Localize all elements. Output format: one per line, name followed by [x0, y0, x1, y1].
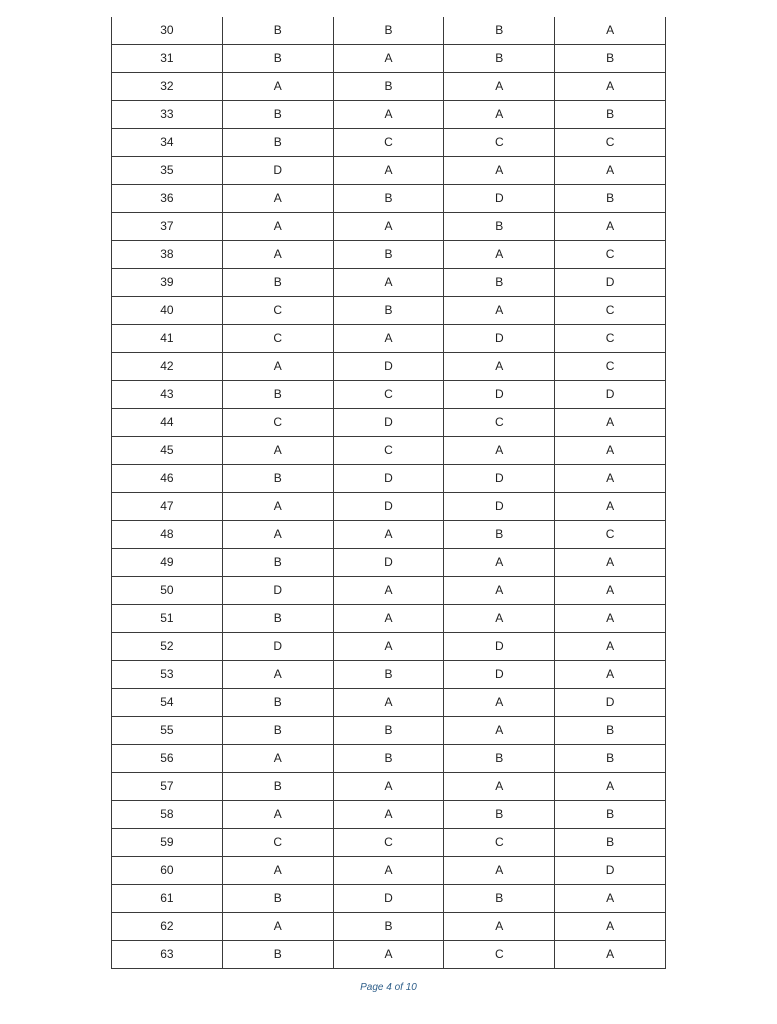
answer-cell-col-2: B — [333, 297, 444, 325]
table-row — [112, 241, 666, 269]
answer-cell-col-2: A — [333, 325, 444, 353]
answer-cell-col-1: A — [222, 437, 333, 465]
answer-cell-col-2: A — [333, 773, 444, 801]
answer-cell-col-4: A — [555, 577, 666, 605]
table-row — [112, 521, 666, 549]
question-number-cell: 55 — [112, 717, 223, 745]
answer-cell-col-4: D — [555, 269, 666, 297]
table-row — [112, 661, 666, 689]
answer-cell-col-4: A — [555, 773, 666, 801]
answer-cell-col-4: A — [555, 17, 666, 45]
answer-cell-col-1: D — [222, 577, 333, 605]
answer-cell-col-3: D — [444, 381, 555, 409]
answer-cell-col-4: A — [555, 437, 666, 465]
question-number-cell: 58 — [112, 801, 223, 829]
answer-cell-col-2: A — [333, 857, 444, 885]
table-row — [112, 465, 666, 493]
answer-cell-col-3: B — [444, 885, 555, 913]
answer-cell-col-3: D — [444, 661, 555, 689]
table-row — [112, 437, 666, 465]
question-number-cell: 47 — [112, 493, 223, 521]
answer-cell-col-1: A — [222, 913, 333, 941]
answer-cell-col-1: B — [222, 605, 333, 633]
answer-cell-col-2: B — [333, 73, 444, 101]
table-row — [112, 717, 666, 745]
answer-cell-col-3: D — [444, 493, 555, 521]
answer-cell-col-1: B — [222, 17, 333, 45]
answer-cell-col-4: B — [555, 101, 666, 129]
answer-cell-col-4: A — [555, 549, 666, 577]
answer-cell-col-3: A — [444, 717, 555, 745]
table-row — [112, 941, 666, 969]
question-number-cell: 42 — [112, 353, 223, 381]
answer-cell-col-2: A — [333, 45, 444, 73]
question-number-cell: 60 — [112, 857, 223, 885]
answer-cell-col-3: C — [444, 409, 555, 437]
answer-cell-col-2: A — [333, 157, 444, 185]
table-row — [112, 101, 666, 129]
answer-cell-col-3: A — [444, 353, 555, 381]
answer-cell-col-1: B — [222, 465, 333, 493]
table-row — [112, 17, 666, 45]
answer-cell-col-4: A — [555, 941, 666, 969]
table-row — [112, 157, 666, 185]
answer-cell-col-3: A — [444, 437, 555, 465]
answer-cell-col-2: B — [333, 717, 444, 745]
answer-cell-col-2: B — [333, 913, 444, 941]
answer-cell-col-2: D — [333, 353, 444, 381]
answer-cell-col-2: A — [333, 605, 444, 633]
answer-cell-col-1: B — [222, 717, 333, 745]
answer-cell-col-3: A — [444, 297, 555, 325]
answer-cell-col-3: B — [444, 17, 555, 45]
table-row — [112, 549, 666, 577]
table-row — [112, 353, 666, 381]
answer-cell-col-3: D — [444, 325, 555, 353]
answer-cell-col-3: D — [444, 465, 555, 493]
table-row — [112, 745, 666, 773]
answer-cell-col-2: B — [333, 185, 444, 213]
table-row — [112, 45, 666, 73]
answer-cell-col-1: C — [222, 409, 333, 437]
answer-cell-col-2: A — [333, 101, 444, 129]
answer-cell-col-3: A — [444, 605, 555, 633]
question-number-cell: 46 — [112, 465, 223, 493]
answer-cell-col-4: C — [555, 241, 666, 269]
answer-cell-col-2: C — [333, 829, 444, 857]
answer-cell-col-4: A — [555, 73, 666, 101]
answer-key-table — [111, 17, 666, 969]
answer-cell-col-1: C — [222, 325, 333, 353]
answer-cell-col-2: B — [333, 661, 444, 689]
answer-cell-col-4: A — [555, 633, 666, 661]
question-number-cell: 54 — [112, 689, 223, 717]
answer-cell-col-1: B — [222, 129, 333, 157]
answer-cell-col-4: B — [555, 185, 666, 213]
question-number-cell: 40 — [112, 297, 223, 325]
answer-cell-col-1: D — [222, 633, 333, 661]
answer-cell-col-4: A — [555, 885, 666, 913]
question-number-cell: 59 — [112, 829, 223, 857]
answer-cell-col-2: B — [333, 241, 444, 269]
answer-cell-col-1: A — [222, 241, 333, 269]
answer-cell-col-2: D — [333, 493, 444, 521]
answer-cell-col-4: B — [555, 829, 666, 857]
answer-cell-col-3: A — [444, 577, 555, 605]
answer-cell-col-4: A — [555, 465, 666, 493]
answer-cell-col-3: A — [444, 101, 555, 129]
answer-cell-col-3: A — [444, 241, 555, 269]
answer-cell-col-3: A — [444, 157, 555, 185]
answer-cell-col-1: B — [222, 885, 333, 913]
answer-cell-col-1: A — [222, 493, 333, 521]
answer-cell-col-3: B — [444, 45, 555, 73]
answer-cell-col-1: B — [222, 941, 333, 969]
answer-cell-col-2: D — [333, 885, 444, 913]
table-row — [112, 325, 666, 353]
question-number-cell: 50 — [112, 577, 223, 605]
question-number-cell: 56 — [112, 745, 223, 773]
answer-cell-col-1: A — [222, 353, 333, 381]
table-row — [112, 129, 666, 157]
answer-cell-col-1: A — [222, 185, 333, 213]
answer-cell-col-3: A — [444, 913, 555, 941]
question-number-cell: 48 — [112, 521, 223, 549]
question-number-cell: 34 — [112, 129, 223, 157]
answer-cell-col-3: B — [444, 521, 555, 549]
answer-cell-col-1: A — [222, 661, 333, 689]
answer-cell-col-1: A — [222, 521, 333, 549]
answer-cell-col-2: B — [333, 745, 444, 773]
answer-cell-col-1: A — [222, 857, 333, 885]
question-number-cell: 44 — [112, 409, 223, 437]
answer-cell-col-1: A — [222, 73, 333, 101]
answer-cell-col-3: A — [444, 857, 555, 885]
answer-cell-col-3: B — [444, 213, 555, 241]
answer-cell-col-1: B — [222, 773, 333, 801]
answer-cell-col-4: B — [555, 745, 666, 773]
question-number-cell: 52 — [112, 633, 223, 661]
table-row — [112, 913, 666, 941]
table-row — [112, 493, 666, 521]
question-number-cell: 61 — [112, 885, 223, 913]
answer-cell-col-3: D — [444, 185, 555, 213]
question-number-cell: 39 — [112, 269, 223, 297]
answer-cell-col-4: B — [555, 717, 666, 745]
answer-cell-col-4: D — [555, 689, 666, 717]
answer-cell-col-1: B — [222, 549, 333, 577]
question-number-cell: 53 — [112, 661, 223, 689]
answer-cell-col-1: C — [222, 829, 333, 857]
answer-cell-col-1: C — [222, 297, 333, 325]
table-row — [112, 185, 666, 213]
table-row — [112, 381, 666, 409]
answer-cell-col-3: B — [444, 745, 555, 773]
answer-cell-col-2: D — [333, 465, 444, 493]
table-row — [112, 801, 666, 829]
question-number-cell: 32 — [112, 73, 223, 101]
question-number-cell: 37 — [112, 213, 223, 241]
answer-cell-col-2: B — [333, 17, 444, 45]
table-row — [112, 773, 666, 801]
question-number-cell: 45 — [112, 437, 223, 465]
answer-cell-col-4: A — [555, 913, 666, 941]
question-number-cell: 35 — [112, 157, 223, 185]
answer-cell-col-4: C — [555, 325, 666, 353]
answer-key-table-body — [112, 17, 666, 969]
table-row — [112, 577, 666, 605]
table-row — [112, 829, 666, 857]
question-number-cell: 31 — [112, 45, 223, 73]
answer-cell-col-3: C — [444, 941, 555, 969]
answer-cell-col-2: A — [333, 269, 444, 297]
question-number-cell: 63 — [112, 941, 223, 969]
question-number-cell: 51 — [112, 605, 223, 633]
answer-cell-col-4: A — [555, 605, 666, 633]
question-number-cell: 43 — [112, 381, 223, 409]
answer-cell-col-1: B — [222, 381, 333, 409]
table-row — [112, 409, 666, 437]
answer-cell-col-1: B — [222, 101, 333, 129]
answer-cell-col-4: A — [555, 213, 666, 241]
answer-cell-col-3: B — [444, 801, 555, 829]
answer-cell-col-2: D — [333, 409, 444, 437]
answer-cell-col-1: B — [222, 45, 333, 73]
answer-cell-col-2: A — [333, 941, 444, 969]
question-number-cell: 38 — [112, 241, 223, 269]
answer-cell-col-1: B — [222, 269, 333, 297]
answer-cell-col-3: C — [444, 829, 555, 857]
question-number-cell: 57 — [112, 773, 223, 801]
answer-cell-col-2: A — [333, 633, 444, 661]
table-row — [112, 689, 666, 717]
table-row — [112, 269, 666, 297]
answer-cell-col-3: A — [444, 73, 555, 101]
answer-cell-col-3: C — [444, 129, 555, 157]
answer-cell-col-4: B — [555, 45, 666, 73]
question-number-cell: 36 — [112, 185, 223, 213]
answer-cell-col-1: A — [222, 213, 333, 241]
answer-cell-col-2: A — [333, 801, 444, 829]
answer-cell-col-2: A — [333, 213, 444, 241]
answer-cell-col-1: A — [222, 745, 333, 773]
answer-cell-col-1: B — [222, 689, 333, 717]
answer-cell-col-1: D — [222, 157, 333, 185]
table-row — [112, 297, 666, 325]
answer-cell-col-4: A — [555, 661, 666, 689]
answer-cell-col-2: D — [333, 549, 444, 577]
answer-cell-col-4: B — [555, 801, 666, 829]
answer-cell-col-2: C — [333, 129, 444, 157]
table-row — [112, 73, 666, 101]
question-number-cell: 49 — [112, 549, 223, 577]
answer-cell-col-1: A — [222, 801, 333, 829]
question-number-cell: 62 — [112, 913, 223, 941]
table-row — [112, 605, 666, 633]
answer-cell-col-4: D — [555, 381, 666, 409]
answer-cell-col-3: B — [444, 269, 555, 297]
answer-cell-col-4: C — [555, 297, 666, 325]
answer-cell-col-4: C — [555, 353, 666, 381]
answer-cell-col-4: A — [555, 409, 666, 437]
answer-cell-col-2: A — [333, 689, 444, 717]
table-row — [112, 213, 666, 241]
page-number-footer: Page 4 of 10 — [360, 982, 417, 993]
answer-cell-col-4: C — [555, 129, 666, 157]
table-row — [112, 857, 666, 885]
answer-cell-col-4: A — [555, 157, 666, 185]
answer-cell-col-3: A — [444, 549, 555, 577]
answer-cell-col-3: D — [444, 633, 555, 661]
answer-cell-col-3: A — [444, 773, 555, 801]
question-number-cell: 30 — [112, 17, 223, 45]
answer-cell-col-2: A — [333, 577, 444, 605]
answer-cell-col-2: C — [333, 381, 444, 409]
answer-cell-col-4: D — [555, 857, 666, 885]
table-row — [112, 633, 666, 661]
table-row — [112, 885, 666, 913]
answer-cell-col-2: C — [333, 437, 444, 465]
answer-cell-col-4: A — [555, 493, 666, 521]
answer-cell-col-3: A — [444, 689, 555, 717]
answer-cell-col-4: C — [555, 521, 666, 549]
question-number-cell: 41 — [112, 325, 223, 353]
answer-cell-col-2: A — [333, 521, 444, 549]
question-number-cell: 33 — [112, 101, 223, 129]
